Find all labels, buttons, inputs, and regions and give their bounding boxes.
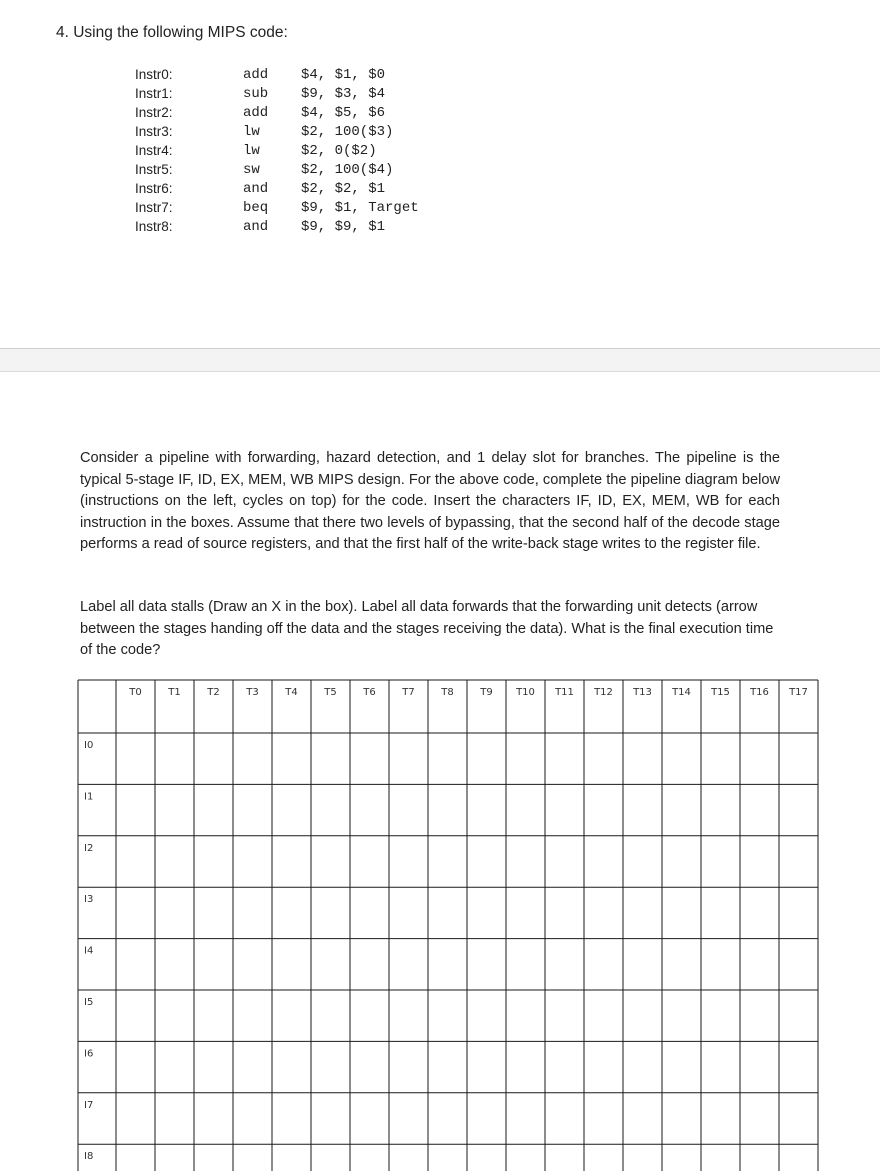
instruction-row-header: I5 [84,997,94,1008]
pipeline-cell[interactable] [468,734,505,783]
pipeline-cell[interactable] [117,991,154,1040]
pipeline-cell[interactable] [351,888,388,937]
cycle-header: T12 [594,687,613,698]
instruction-opcode: lw [243,124,260,140]
pipeline-cell[interactable] [507,785,544,834]
pipeline-cell[interactable] [702,940,739,989]
pipeline-cell[interactable] [273,785,310,834]
pipeline-cell[interactable] [351,785,388,834]
pipeline-cell[interactable] [156,940,193,989]
pipeline-cell[interactable] [156,734,193,783]
pipeline-cell[interactable] [507,991,544,1040]
instruction-operands: $2, 0($2) [301,143,377,159]
pipeline-cell[interactable] [195,785,232,834]
pipeline-cell[interactable] [624,1094,661,1143]
pipeline-cell[interactable] [390,1145,427,1171]
question-paragraph-stalls: Label all data stalls (Draw an X in the box). Label all data forwards that the forwarding unit detects (arrow between the stages handing off the data and the stages receiving the data). What is the final execution time of the code? [80,599,774,658]
pipeline-cell[interactable] [234,785,271,834]
pipeline-cell[interactable] [156,1042,193,1091]
pipeline-cell[interactable] [741,837,778,886]
pipeline-cell[interactable] [273,734,310,783]
pipeline-cell[interactable] [117,1042,154,1091]
pipeline-cell[interactable] [468,1094,505,1143]
pipeline-cell[interactable] [546,734,583,783]
instruction-label: Instr6: [135,181,173,196]
cycle-header: T17 [789,687,808,698]
pipeline-cell[interactable] [156,888,193,937]
pipeline-cell[interactable] [585,837,622,886]
pipeline-cell[interactable] [312,785,349,834]
pipeline-cell[interactable] [117,1094,154,1143]
pipeline-cell[interactable] [780,1042,817,1091]
pipeline-cell[interactable] [390,991,427,1040]
instruction-opcode: add [243,105,269,121]
pipeline-cell[interactable] [195,837,232,886]
pipeline-cell[interactable] [429,837,466,886]
pipeline-cell[interactable] [234,734,271,783]
cycle-header: T16 [750,687,769,698]
pipeline-cell[interactable] [234,991,271,1040]
pipeline-cell[interactable] [585,1042,622,1091]
pipeline-cell[interactable] [195,1042,232,1091]
pipeline-cell[interactable] [507,1042,544,1091]
cycle-header: T10 [516,687,535,698]
pipeline-cell[interactable] [624,785,661,834]
pipeline-cell[interactable] [624,734,661,783]
pipeline-cell[interactable] [273,1094,310,1143]
pipeline-cell[interactable] [273,991,310,1040]
instruction-row-header: I3 [84,894,94,906]
pipeline-cell[interactable] [624,837,661,886]
cycle-header: T7 [402,687,415,698]
pipeline-cell[interactable] [429,991,466,1040]
pipeline-cell[interactable] [585,1094,622,1143]
pipeline-cell[interactable] [351,940,388,989]
pipeline-cell[interactable] [585,785,622,834]
pipeline-cell[interactable] [273,1042,310,1091]
pipeline-cell[interactable] [429,1042,466,1091]
pipeline-cell[interactable] [390,1042,427,1091]
instruction-opcode: sub [243,86,269,102]
pipeline-cell[interactable] [312,1145,349,1171]
pipeline-cell[interactable] [468,991,505,1040]
pipeline-cell[interactable] [390,940,427,989]
cycle-header: T2 [207,687,220,698]
pipeline-cell[interactable] [741,1145,778,1171]
pipeline-cell[interactable] [312,1042,349,1091]
pipeline-cell[interactable] [351,837,388,886]
pipeline-cell[interactable] [663,1145,700,1171]
pipeline-cell[interactable] [624,940,661,989]
pipeline-cell[interactable] [585,888,622,937]
instruction-row-header: I0 [84,740,94,751]
pipeline-cell[interactable] [702,1145,739,1171]
pipeline-cell[interactable] [585,734,622,783]
pipeline-cell[interactable] [624,1145,661,1171]
pipeline-cell[interactable] [741,734,778,783]
instruction-operands: $9, $3, $4 [301,86,386,102]
pipeline-cell[interactable] [663,734,700,783]
instruction-operands: $2, 100($3) [301,124,394,140]
pipeline-cell[interactable] [507,888,544,937]
pipeline-cell[interactable] [546,991,583,1040]
pipeline-cell[interactable] [234,837,271,886]
cycle-header: T9 [480,687,493,698]
pipeline-cell[interactable] [429,785,466,834]
question-paragraph-pipeline: Consider a pipeline with forwarding, hazard detection, and 1 delay slot for branches. The pipeline is the typical 5-stage IF, ID, EX, MEM, WB MIPS design. For the above code, complete the pipeline diagram below (instructions on the left, cycles on top) for the code. Insert the characters IF, ID, EX, MEM, WB for each instruction in the boxes. Assume that there two levels of bypassing, that the second half of the decode stage performs a read of source registers, and that the first half of the write-back stage writes to the register file. [80,450,780,552]
pipeline-cell[interactable] [780,785,817,834]
pipeline-cell[interactable] [117,888,154,937]
pipeline-cell[interactable] [156,837,193,886]
pipeline-cell[interactable] [702,991,739,1040]
pipeline-cell[interactable] [780,1145,817,1171]
cycle-header: T11 [555,687,574,698]
instruction-label: Instr0: [135,67,173,82]
pipeline-cell[interactable] [351,1042,388,1091]
pipeline-cell[interactable] [702,1094,739,1143]
pipeline-cell[interactable] [702,785,739,834]
pipeline-cell[interactable] [702,1042,739,1091]
instruction-operands: $2, $2, $1 [301,181,386,197]
pipeline-cell[interactable] [780,734,817,783]
pipeline-cell[interactable] [390,837,427,886]
pipeline-cell[interactable] [780,888,817,937]
instruction-label: Instr8: [135,219,173,234]
pipeline-cell[interactable] [351,1145,388,1171]
pipeline-cell[interactable] [663,1094,700,1143]
pipeline-cell[interactable] [507,1145,544,1171]
pipeline-cell[interactable] [234,1094,271,1143]
pipeline-cell[interactable] [507,940,544,989]
pipeline-cell[interactable] [741,785,778,834]
cycle-header: T3 [246,687,259,698]
pipeline-cell[interactable] [741,940,778,989]
pipeline-cell[interactable] [429,940,466,989]
instruction-operands: $9, $9, $1 [301,219,386,235]
pipeline-cell[interactable] [312,888,349,937]
cycle-header: T14 [672,687,691,698]
pipeline-cell[interactable] [663,837,700,886]
instruction-row-header: I8 [84,1151,94,1163]
pipeline-cell[interactable] [702,888,739,937]
pipeline-cell[interactable] [312,940,349,989]
pipeline-cell[interactable] [741,1042,778,1091]
pipeline-cell[interactable] [546,940,583,989]
pipeline-cell[interactable] [117,837,154,886]
pipeline-cell[interactable] [546,1042,583,1091]
pipeline-cell[interactable] [702,734,739,783]
pipeline-cell[interactable] [195,888,232,937]
pipeline-cell[interactable] [312,1094,349,1143]
instruction-operands: $4, $1, $0 [301,67,386,83]
pipeline-cell[interactable] [234,1042,271,1091]
pipeline-cell[interactable] [195,1145,232,1171]
pipeline-cell[interactable] [468,1042,505,1091]
pipeline-cell[interactable] [195,734,232,783]
instruction-row-header: I6 [84,1048,94,1060]
pipeline-cell[interactable] [780,940,817,989]
instruction-row-header: I1 [84,791,94,803]
pipeline-cell[interactable] [585,991,622,1040]
instruction-opcode: sw [243,162,260,178]
pipeline-cell[interactable] [156,1094,193,1143]
pipeline-cell[interactable] [702,837,739,886]
pipeline-cell[interactable] [117,734,154,783]
pipeline-cell[interactable] [234,888,271,937]
pipeline-cell[interactable] [585,1145,622,1171]
pipeline-cell[interactable] [468,1145,505,1171]
cycle-header: T0 [129,687,142,698]
pipeline-cell[interactable] [234,940,271,989]
instruction-row-header: I7 [84,1099,94,1111]
instruction-opcode: and [243,219,269,235]
question-title: 4. Using the following MIPS code: [56,24,288,41]
pipeline-cell[interactable] [156,1145,193,1171]
pipeline-cell[interactable] [546,1145,583,1171]
pipeline-cell[interactable] [741,1094,778,1143]
pipeline-cell[interactable] [312,837,349,886]
pipeline-cell[interactable] [546,785,583,834]
pipeline-cell[interactable] [429,1145,466,1171]
pipeline-cell[interactable] [468,785,505,834]
pipeline-cell[interactable] [390,888,427,937]
pipeline-cell[interactable] [117,1145,154,1171]
cycle-header: T8 [441,687,454,698]
pipeline-cell[interactable] [585,940,622,989]
instruction-label: Instr5: [135,162,173,177]
cycle-header: T13 [633,687,652,698]
pipeline-cell[interactable] [624,1042,661,1091]
pipeline-cell[interactable] [624,991,661,1040]
pipeline-cell[interactable] [741,991,778,1040]
pipeline-cell[interactable] [741,888,778,937]
pipeline-cell[interactable] [351,734,388,783]
instruction-row-header: I2 [84,842,94,854]
instruction-row-header: I4 [84,945,94,957]
pipeline-cell[interactable] [663,785,700,834]
pipeline-cell[interactable] [468,837,505,886]
pipeline-cell[interactable] [507,1094,544,1143]
pipeline-cell[interactable] [546,1094,583,1143]
pipeline-cell[interactable] [273,940,310,989]
pipeline-cell[interactable] [312,991,349,1040]
pipeline-cell[interactable] [156,991,193,1040]
instruction-operands: $2, 100($4) [301,162,394,178]
instruction-opcode: and [243,181,269,197]
pipeline-cell[interactable] [780,837,817,886]
pipeline-cell[interactable] [273,837,310,886]
pipeline-cell[interactable] [273,1145,310,1171]
instruction-label: Instr1: [135,86,173,101]
pipeline-cell[interactable] [234,1145,271,1171]
pipeline-cell[interactable] [624,888,661,937]
pipeline-cell[interactable] [663,1042,700,1091]
pipeline-cell[interactable] [117,785,154,834]
pipeline-cell[interactable] [663,940,700,989]
instruction-label: Instr2: [135,105,173,120]
instruction-opcode: lw [243,143,260,159]
pipeline-cell[interactable] [390,1094,427,1143]
cycle-header: T5 [324,687,337,698]
pipeline-cell[interactable] [468,940,505,989]
pipeline-cell[interactable] [312,734,349,783]
pipeline-cell[interactable] [351,991,388,1040]
instruction-opcode: beq [243,200,269,216]
pipeline-cell[interactable] [273,888,310,937]
instruction-label: Instr4: [135,143,173,158]
pipeline-cell[interactable] [429,888,466,937]
pipeline-cell[interactable] [780,1094,817,1143]
pipeline-cell[interactable] [351,1094,388,1143]
pipeline-cell[interactable] [117,940,154,989]
instruction-operands: $4, $5, $6 [301,105,386,121]
pipeline-cell[interactable] [195,1094,232,1143]
pipeline-cell[interactable] [780,991,817,1040]
pipeline-cell[interactable] [390,785,427,834]
pipeline-cell[interactable] [663,888,700,937]
section-divider [0,348,880,372]
pipeline-cell[interactable] [507,734,544,783]
pipeline-cell[interactable] [663,991,700,1040]
pipeline-cell[interactable] [156,785,193,834]
pipeline-cell[interactable] [507,837,544,886]
pipeline-cell[interactable] [546,837,583,886]
instruction-opcode: add [243,67,269,83]
cycle-header: T15 [711,687,730,698]
instruction-operands: $9, $1, Target [301,200,419,216]
instruction-label: Instr3: [135,124,173,139]
pipeline-cell[interactable] [195,940,232,989]
cycle-header: T6 [363,687,376,698]
cycle-header: T4 [285,687,298,698]
pipeline-cell[interactable] [546,888,583,937]
cycle-header: T1 [168,687,181,698]
pipeline-cell[interactable] [429,1094,466,1143]
pipeline-cell[interactable] [468,888,505,937]
pipeline-cell[interactable] [429,734,466,783]
pipeline-cell[interactable] [195,991,232,1040]
instruction-label: Instr7: [135,200,173,215]
pipeline-cell[interactable] [390,734,427,783]
